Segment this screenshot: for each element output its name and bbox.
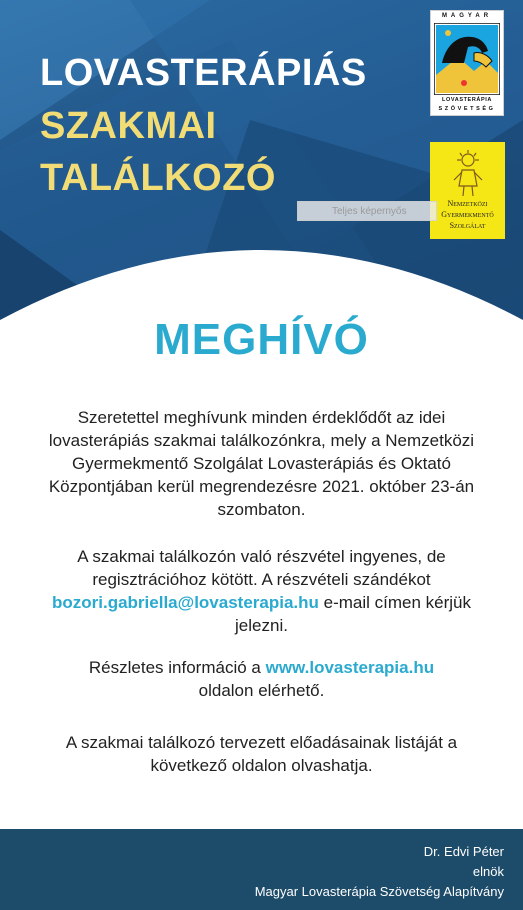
website-link[interactable]: www.lovasterapia.hu (265, 658, 435, 677)
title-line-3: TALÁLKOZÓ (40, 157, 276, 199)
ngysz-logo-line-2: Gyermekmentő (441, 210, 494, 219)
ngysz-logo (430, 142, 505, 239)
signature-footer (0, 829, 523, 910)
hero-banner (0, 0, 523, 330)
info-text-after: oldalon elérhető. (198, 681, 325, 700)
child-figure-icon (446, 148, 490, 198)
mlsz-logo-bottom-text-1: LOVASTERÁPIA (442, 97, 492, 103)
ngysz-logo-line-1: Nemzetközi (447, 199, 488, 208)
contact-email-link[interactable]: bozori.gabriella@lovasterapia.hu (51, 593, 319, 612)
info-paragraph (30, 656, 493, 702)
registration-paragraph (30, 545, 493, 637)
signer-name: Dr. Edvi Péter (423, 844, 504, 859)
mlsz-logo (430, 10, 504, 116)
registration-text-after: e-mail címen kérjük jelezni. (235, 593, 472, 635)
signer-organization: Magyar Lovasterápia Szövetség Alapítvány (254, 884, 504, 899)
fullscreen-tooltip: Teljes képernyős (297, 201, 437, 221)
mlsz-logo-top-text: MAGYAR (441, 13, 493, 19)
ngysz-logo-line-3: Szolgálat (449, 221, 486, 230)
horse-hand-icon (434, 23, 500, 95)
registration-text-before: A szakmai találkozón való részvétel ingyenes, de regisztrációhoz kötött. A részvételi szándékot (77, 547, 446, 589)
intro-paragraph: Szeretettel meghívunk minden érdeklődőt az idei lovasterápiás szakmai találkozónkra, mely a Nemzetközi Gyermekmentő Szolgálat Lovasterápiás és Oktató Központjában kerül megrendezésre 2021. október 23-án szombaton. (48, 408, 475, 519)
title-line-1: LOVASTERÁPIÁS (40, 52, 367, 94)
mlsz-logo-bottom-text-2: SZÖVETSÉG (438, 106, 496, 112)
info-text-before: Részletes információ a (88, 658, 261, 677)
invitation-heading: MEGHÍVÓ (154, 315, 369, 364)
program-paragraph: A szakmai találkozó tervezett előadásainak listáját a következő oldalon olvashatja. (65, 733, 458, 775)
signer-role: elnök (472, 864, 504, 879)
title-line-2: SZAKMAI (40, 105, 217, 147)
